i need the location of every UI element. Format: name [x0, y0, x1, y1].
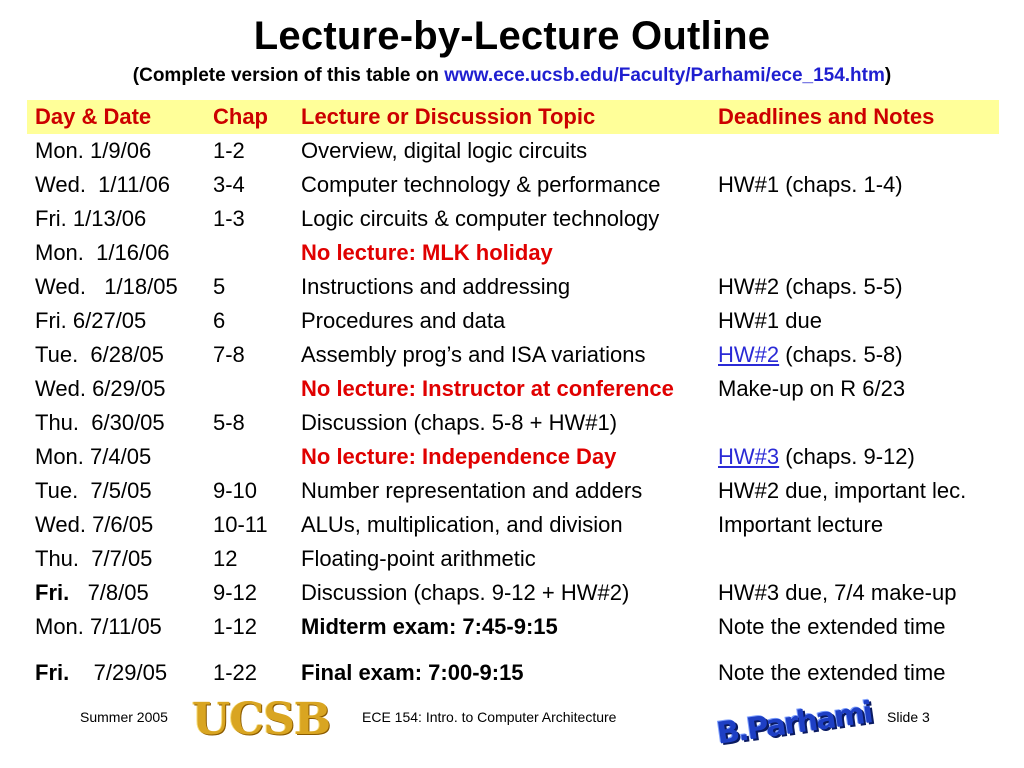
row-notes-text: (chaps. 5-8): [779, 342, 903, 367]
row-chap: 3-4: [213, 172, 245, 197]
row-notes: Note the extended time: [718, 614, 946, 639]
row-day-date: Wed. 1/11/06: [35, 172, 170, 197]
header-chap: Chap: [213, 104, 268, 129]
table-row: [27, 202, 999, 236]
row-notes: Note the extended time: [718, 660, 946, 685]
table-row: [27, 168, 999, 202]
row-day-date: Mon. 1/9/06: [35, 138, 152, 163]
row-topic-no-lecture: No lecture: Independence Day: [301, 444, 617, 469]
row-day-date: Tue. 7/5/05: [35, 478, 152, 503]
row-chap: 1-2: [213, 138, 245, 163]
table-row: [27, 270, 999, 304]
row-topic: Assembly prog’s and ISA variations: [301, 342, 646, 367]
table-row: [27, 576, 999, 610]
row-day-date: [35, 656, 167, 690]
row-day-date: Wed. 6/29/05: [35, 376, 166, 401]
row-chap: 9-10: [213, 478, 258, 503]
hw2-link[interactable]: HW#2: [718, 342, 780, 367]
table-row: [27, 542, 999, 576]
table-row: [27, 304, 999, 338]
subtitle-prefix: (Complete version of this table on: [132, 65, 445, 86]
table-row: [27, 474, 999, 508]
row-topic: Computer technology & performance: [301, 172, 661, 197]
row-notes: HW#2 due, important lec.: [718, 478, 967, 503]
row-topic: Floating-point arithmetic: [301, 546, 536, 571]
table-row: [27, 508, 999, 542]
row-day-date: Fri. 6/27/05: [35, 308, 147, 333]
row-notes-text: (chaps. 9-12): [779, 444, 915, 469]
row-day-date: Fri. 1/13/06: [35, 206, 147, 231]
row-day-bold: Fri.: [35, 660, 70, 685]
row-topic: Logic circuits & computer technology: [301, 206, 660, 231]
slide-title: Lecture-by-Lecture Outline: [253, 14, 771, 58]
header-day-date: Day & Date: [35, 104, 152, 129]
row-notes: HW#3 due, 7/4 make-up: [718, 580, 957, 605]
row-day-bold: Fri.: [35, 580, 70, 605]
row-notes: Important lecture: [718, 512, 884, 537]
row-topic-no-lecture: No lecture: Instructor at conference: [301, 376, 674, 401]
header-notes: Deadlines and Notes: [718, 104, 935, 129]
parhami-logo: B.Parhami: [714, 694, 874, 752]
subtitle-url-link[interactable]: www.ece.ucsb.edu/Faculty/Parhami/ece_154.htm: [444, 65, 885, 86]
table-row: [27, 406, 999, 440]
row-topic: Number representation and adders: [301, 478, 643, 503]
row-chap: 9-12: [213, 580, 258, 605]
footer-term: Summer 2005: [80, 709, 168, 725]
row-day-date: Mon. 7/4/05: [35, 444, 152, 469]
table-row: [27, 338, 999, 372]
row-topic: Discussion (chaps. 9-12 + HW#2): [301, 580, 630, 605]
row-notes: HW#1 (chaps. 1-4): [718, 172, 903, 197]
row-chap: 6: [213, 308, 226, 333]
row-chap: 1-12: [213, 614, 258, 639]
row-date: 7/8/05: [69, 580, 149, 605]
table-header-row: [27, 100, 999, 134]
row-topic: Instructions and addressing: [301, 274, 571, 299]
row-day-date: Mon. 1/16/06: [35, 240, 170, 265]
row-chap: 1-3: [213, 206, 245, 231]
footer-slide-number: Slide 3: [887, 709, 930, 725]
header-topic: Lecture or Discussion Topic: [301, 104, 596, 129]
slide-subtitle: [0, 64, 1024, 88]
row-day-date: [35, 576, 149, 610]
row-chap: 1-22: [213, 660, 258, 685]
row-notes: [718, 338, 903, 372]
row-notes: HW#2 (chaps. 5-5): [718, 274, 903, 299]
row-chap: 5-8: [213, 410, 245, 435]
row-notes: Make-up on R 6/23: [718, 376, 906, 401]
row-day-date: Wed. 1/18/05: [35, 274, 178, 299]
row-day-date: Mon. 7/11/05: [35, 614, 162, 639]
ucsb-logo: UCSB: [191, 693, 331, 745]
row-day-date: Tue. 6/28/05: [35, 342, 164, 367]
row-topic: Procedures and data: [301, 308, 506, 333]
row-topic-no-lecture: No lecture: MLK holiday: [301, 240, 553, 265]
row-day-date: Wed. 7/6/05: [35, 512, 154, 537]
row-notes: [718, 440, 915, 474]
row-notes: HW#1 due: [718, 308, 822, 333]
row-chap: 7-8: [213, 342, 245, 367]
row-day-date: Thu. 7/7/05: [35, 546, 153, 571]
table-row: [27, 372, 999, 406]
row-topic-exam: Midterm exam: 7:45-9:15: [301, 614, 558, 639]
row-topic: ALUs, multiplication, and division: [301, 512, 623, 537]
row-topic-exam: Final exam: 7:00-9:15: [301, 660, 524, 685]
row-chap: 5: [213, 274, 226, 299]
row-day-date: Thu. 6/30/05: [35, 410, 165, 435]
table-row: [27, 236, 999, 270]
subtitle-suffix: ): [884, 65, 892, 86]
table-row: [27, 610, 999, 644]
lecture-outline-table: [27, 100, 999, 690]
row-chap: 12: [213, 546, 238, 571]
row-date: 7/29/05: [69, 660, 168, 685]
table-row: [27, 440, 999, 474]
table-row: [27, 134, 999, 168]
row-topic: Discussion (chaps. 5-8 + HW#1): [301, 410, 618, 435]
row-topic: Overview, digital logic circuits: [301, 138, 588, 163]
row-chap: 10-11: [213, 512, 268, 537]
footer-course: ECE 154: Intro. to Computer Architecture: [362, 709, 617, 725]
hw3-link[interactable]: HW#3: [718, 444, 780, 469]
